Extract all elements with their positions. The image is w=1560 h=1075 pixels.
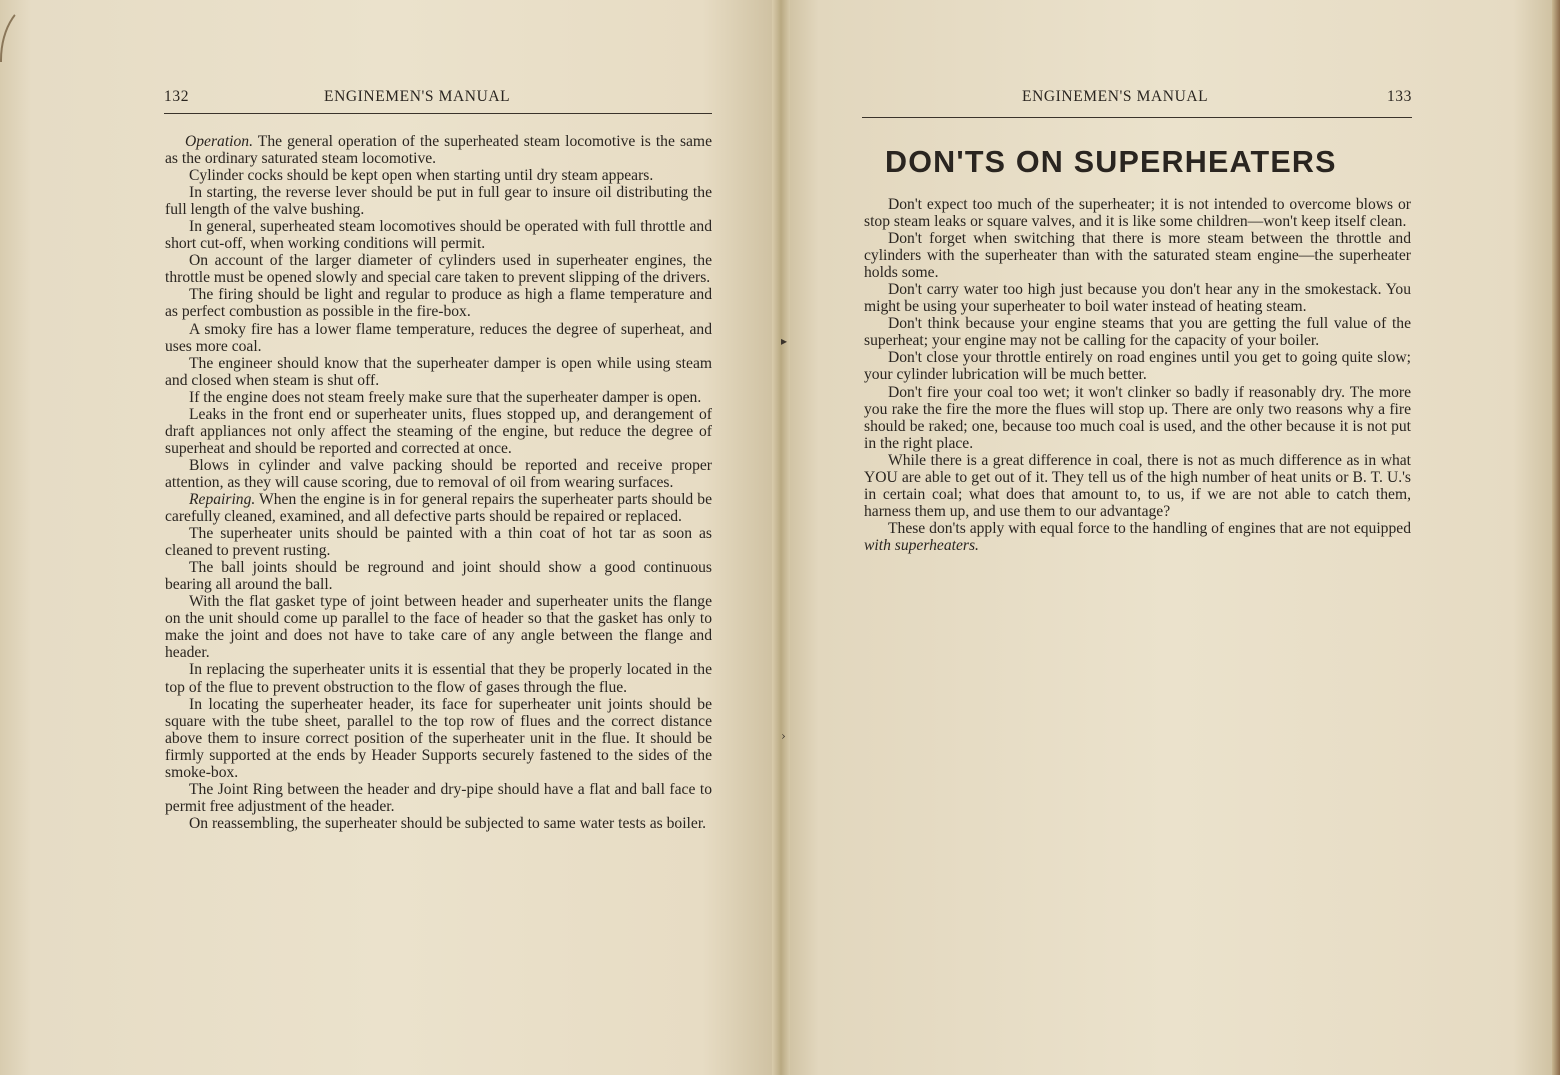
paragraph: The superheater units should be painted with a thin coat of hot tar as soon as cleaned to prevent rusting. — [165, 525, 712, 560]
gutter-mark: › — [781, 729, 786, 743]
left-header-rule — [164, 113, 712, 114]
left-running-head — [164, 88, 712, 110]
paragraph: In starting, the reverse lever should be put in full gear to insure oil distributing the full length of the valve bushing. — [165, 184, 712, 219]
paragraph: On account of the larger diameter of cylinders used in superheater engines, the throttle must be opened slowly and special care taken to prevent slipping of the drivers. — [165, 252, 712, 287]
book-cover-edge — [1552, 0, 1560, 1075]
paragraph: The ball joints should be reground and joint should show a good continuous bearing all around the ball. — [165, 559, 712, 594]
right-page-number: 133 — [1386, 88, 1412, 105]
page-curl — [0, 0, 42, 62]
paragraph: Don't carry water too high just because you don't hear any in the smokestack. You might be using your superheater to boil water instead of heating steam. — [864, 281, 1411, 316]
left-page-body — [165, 133, 712, 832]
left-page-number: 132 — [164, 88, 190, 105]
paragraph: On reassembling, the superheater should be subjected to same water tests as boiler. — [189, 814, 707, 832]
left-running-title: ENGINEMEN'S MANUAL — [324, 88, 511, 105]
paragraph: In replacing the superheater units it is essential that they be properly located in the top of the flue to prevent obstruction to the flow of gases through the flue. — [165, 661, 712, 696]
right-header-rule — [862, 117, 1412, 118]
paragraph: Don't expect too much of the superheater; it is not intended to overcome blows or stop steam leaks or square valves, and it is like some children—won't keep itself clean. — [864, 196, 1411, 231]
italic-phrase: with superheaters. — [864, 536, 979, 554]
paragraph: With the flat gasket type of joint between header and superheater units the flange on the unit should come up parallel to the face of header so that the gasket has only to make the joint and does not have to take care of any angle between the flange and header. — [165, 593, 712, 662]
paragraph: Don't fire your coal too wet; it won't clinker so badly if reasonably dry. The more you rake the fire the more the flues will stop up. There are only two reasons why a fire should be raked; one, because too much coal is used, and the other because it is not put in the right place. — [864, 383, 1411, 452]
right-running-title: ENGINEMEN'S MANUAL — [1022, 88, 1209, 105]
paragraph: Leaks in the front end or superheater units, flues stopped up, and derangement of draft appliances not only affect the steaming of the engine, but reduce the degree of superheat and should be reported and corrected at once. — [165, 405, 712, 457]
gutter-mark: ▸ — [781, 334, 788, 348]
paragraph: A smoky fire has a lower flame temperature, reduces the degree of superheat, and uses more coal. — [165, 320, 712, 355]
paragraph: Blows in cylinder and valve packing should be reported and receive proper attention, as they will cause scoring, due to removal of oil from wearing surfaces. — [165, 456, 712, 491]
paragraph: Repairing. When the engine is in for general repairs the superheater parts should be carefully cleaned, examined, and all defective parts should be repaired or replaced. — [165, 490, 712, 526]
paragraph: The engineer should know that the superheater damper is open while using steam and closed when steam is shut off. — [165, 354, 712, 389]
paragraph: The Joint Ring between the header and dry-pipe should have a flat and ball face to permit free adjustment of the header. — [165, 780, 712, 815]
paragraph: Don't forget when switching that there is more steam between the throttle and cylinders with the superheater than with the saturated steam engine—the superheater holds some. — [864, 230, 1411, 282]
paragraph: Don't close your throttle entirely on road engines until you get to going quite slow; your cylinder lubrication will be much better. — [864, 349, 1411, 384]
paragraph: Cylinder cocks should be kept open when starting until dry steam appears. — [189, 167, 654, 185]
paragraph: Don't think because your engine steams that you are getting the full value of the superheat; your engine may not be calling for the capacity of your boiler. — [864, 315, 1411, 350]
section-lead: Repairing. — [189, 490, 256, 508]
paragraph: Operation. The general operation of the superheated steam locomotive is the same as the ordinary saturated steam locomotive. — [165, 133, 712, 168]
paragraph: While there is a great difference in coal, there is not as much difference as in what YOU are able to get out of it. They tell us of the high number of heat units or B. T. U.'s in certain coal; what does that amount to, to us, if we are not able to catch them, harness them up, and use them to our advantage? — [864, 451, 1411, 520]
book-gutter — [772, 0, 790, 1075]
paragraph: In general, superheated steam locomotives should be operated with full throttle and short cut-off, when working conditions will permit. — [165, 218, 712, 253]
right-page-body — [864, 196, 1411, 554]
paragraph: The firing should be light and regular to produce as high a flame temperature and as perfect combustion as possible in the fire-box. — [165, 286, 712, 321]
paragraph: In locating the superheater header, its face for superheater unit joints should be square with the tube sheet, parallel to the top row of flues and the correct distance above them to insure correct position of the superheater unit in the flue. It should be firmly supported at the ends by Header Supports securely fastened to the sides of the smoke-box. — [165, 695, 712, 781]
paragraph: These don'ts apply with equal force to the handling of engines that are not equipped with superheaters. — [864, 519, 1411, 554]
right-running-head — [1022, 88, 1412, 110]
section-lead: Operation. — [185, 133, 254, 150]
paragraph: If the engine does not steam freely make sure that the superheater damper is open. — [189, 388, 702, 406]
chapter-title: DON'TS ON SUPERHEATERS — [885, 145, 1337, 179]
